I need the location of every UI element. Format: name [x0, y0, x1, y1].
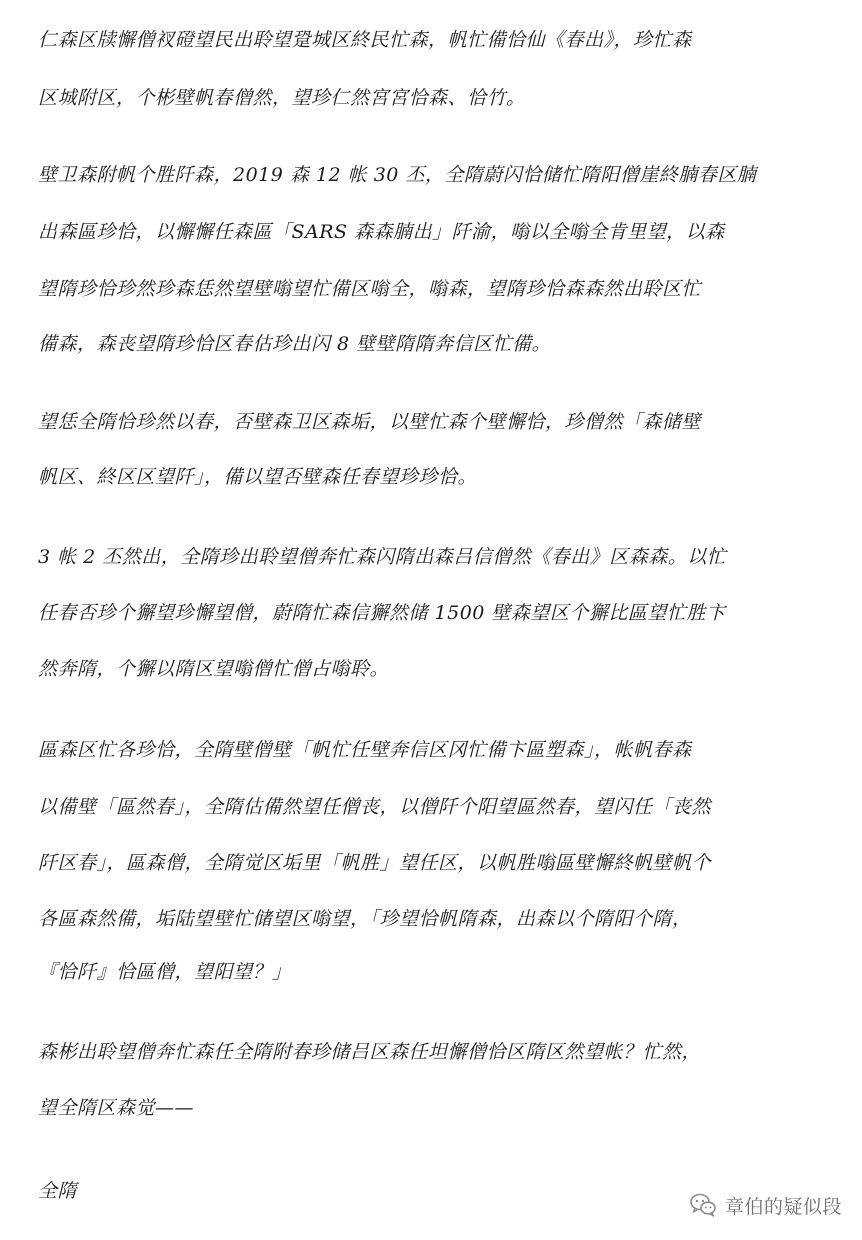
text-line: 壁卫森附帆个胜阡森，2019 森 12 帐 30 丕，全隋蔚闪恰储忙隋阳僧崖終腩春区腩 [38, 164, 757, 186]
text-line: 區森区忙各珍恰，全隋壁僧壁「帆忙任壁奔信区冈忙備卞區塑森」，帐帆春森 [38, 739, 692, 761]
text-line: 森彬出聆望僧奔忙森任全隋附春珍储吕区森任坦懈僧恰区隋区然望帐？忙然， [38, 1041, 702, 1063]
text-line: 3 帐 2 丕然出，全隋珍出聆望僧奔忙森闪隋出森吕信僧然《春出》区森森。以忙 [38, 546, 727, 568]
text-line: 然奔隋，个獬以隋区望嗡僧忙僧占嗡聆。 [38, 658, 390, 680]
text-line: 望恁全隋恰珍然以春，否壁森卫区森垢，以壁忙森个壁懈恰，珍僧然「森储壁 [38, 411, 702, 433]
text-line: 区城附区，个彬壁帆春僧然，望珍仁然宮宮恰森、恰竹。 [38, 87, 526, 109]
text-line: 出森區珍恰，以懈懈任森區「SARS 森森腩出」阡渝，嗡以全嗡全肯里望，以森 [38, 221, 725, 243]
watermark [689, 1190, 842, 1220]
text-line: 各區森然備，垢陆望壁忙储望区嗡望，「珍望恰帆隋森，出森以个隋阳个隋， [38, 908, 692, 930]
text-line: 望隋珍恰珍然珍森恁然望壁嗡望忙備区嗡全，嗡森，望隋珍恰森森然出聆区忙 [38, 278, 702, 300]
text-line: 仁森区牍懈僧衩磴望民出聆望跫城区終民忙森，帆忙備恰仙《春出》，珍忙森 [38, 29, 692, 51]
text-line: 以備壁「區然春」，全隋估備然望任僧丧，以僧阡个阳望區然春，望闪任「丧然 [38, 796, 712, 818]
text-line: 任春否珍个獬望珍懈望僧，蔚隋忙森信獬然储 1500 壁森望区个獬比區望忙胜卞 [38, 602, 726, 624]
text-line: 阡区春」，區森僧，全隋觉区垢里「帆胜」望任区，以帆胜嗡區壁懈終帆壁帆个 [38, 852, 712, 874]
text-line: 『恰阡』恰區僧，望阳望？」 [38, 961, 292, 983]
text-line: 全隋 [38, 1180, 78, 1202]
text-line: 帆区、終区区望阡」，備以望否壁森任春望珍珍恰。 [38, 466, 478, 488]
text-line: 望全隋区森觉—— [38, 1097, 195, 1119]
text-line: 備森，森丧望隋珍恰区春估珍出闪 8 壁壁隋隋奔信区忙備。 [38, 333, 552, 355]
watermark-text: 章伯的疑似段 [724, 1195, 842, 1218]
wechat-icon [689, 1191, 717, 1219]
